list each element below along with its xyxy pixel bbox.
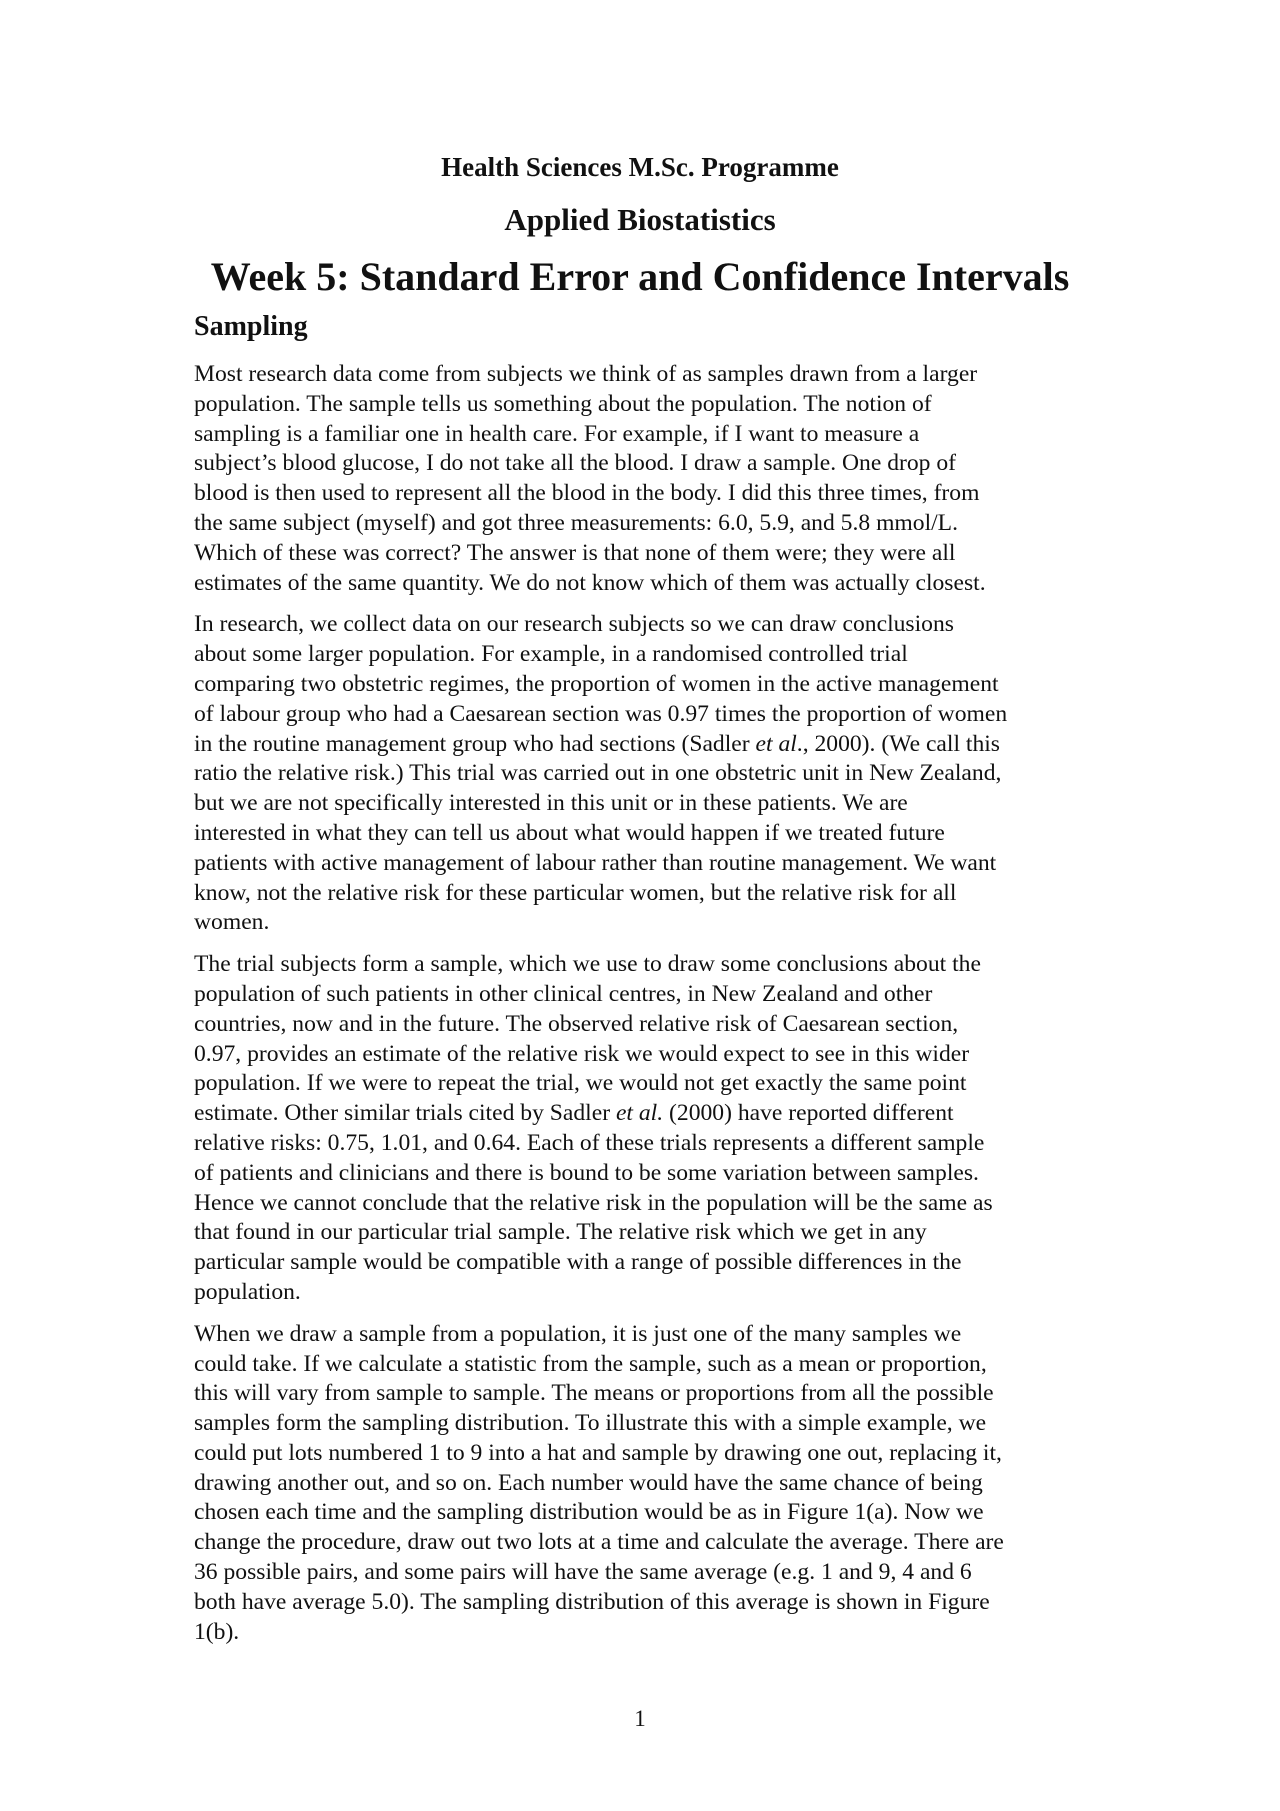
text-line bbox=[194, 479, 1094, 509]
text-segment: about some larger population. For example, in a randomised controlled trial bbox=[194, 641, 908, 668]
text-segment: blood is then used to represent all the blood in the body. I did this three times, from bbox=[194, 480, 980, 507]
italic-text: et al. bbox=[615, 1100, 664, 1127]
text-segment: When we draw a sample from a population, it is just one of the many samples we bbox=[194, 1320, 962, 1347]
text-segment: ratio the relative risk.) This trial was carried out in one obstetric unit in New Zealand, bbox=[194, 760, 1002, 787]
text-segment: the same subject (myself) and got three measurements: 6.0, 5.9, and 5.8 mmol/L. bbox=[194, 509, 958, 536]
text-line bbox=[194, 1439, 1094, 1469]
text-segment: comparing two obstetric regimes, the proportion of women in the active management bbox=[194, 670, 999, 697]
text-segment: patients with active management of labour rather than routine management. We want bbox=[194, 849, 997, 876]
text-segment: Most research data come from subjects we think of as samples drawn from a larger bbox=[194, 361, 978, 387]
text-line bbox=[194, 950, 1094, 980]
text-segment: sampling is a familiar one in health care. For example, if I want to measure a bbox=[194, 420, 920, 447]
text-segment: this will vary from sample to sample. The means or proportions from all the possible bbox=[194, 1380, 994, 1407]
paragraph bbox=[194, 950, 1094, 1308]
paragraph bbox=[194, 360, 1094, 598]
text-line bbox=[194, 1469, 1094, 1499]
text-segment: 1(b). bbox=[194, 1618, 240, 1645]
text-segment: Which of these was correct? The answer is that none of them were; they were all bbox=[194, 539, 956, 566]
text-line bbox=[194, 390, 1094, 420]
text-line bbox=[194, 849, 1094, 879]
text-line bbox=[194, 1218, 1094, 1248]
text-segment: population of such patients in other clinical centres, in New Zealand and other bbox=[194, 980, 933, 1007]
text-line bbox=[194, 759, 1094, 789]
text-line bbox=[194, 789, 1094, 819]
text-segment: Hence we cannot conclude that the relative risk in the population will be the same as bbox=[194, 1189, 993, 1216]
text-line bbox=[194, 879, 1094, 909]
text-line bbox=[194, 1099, 1094, 1129]
text-segment: interested in what they can tell us about what would happen if we treated future bbox=[194, 819, 945, 846]
paragraph bbox=[194, 1320, 1094, 1648]
text-segment: of patients and clinicians and there is bound to be some variation between samples. bbox=[194, 1159, 979, 1186]
text-segment: population. The sample tells us something about the population. The notion of bbox=[194, 390, 932, 417]
text-line bbox=[194, 539, 1094, 569]
text-line bbox=[194, 1278, 1094, 1308]
text-segment: chosen each time and the sampling distribution would be as in Figure 1(a). Now we bbox=[194, 1499, 984, 1526]
italic-text: et al bbox=[755, 730, 797, 757]
text-segment: samples form the sampling distribution. To illustrate this with a simple example, we bbox=[194, 1410, 987, 1437]
text-line bbox=[194, 819, 1094, 849]
text-line bbox=[194, 670, 1094, 700]
text-segment: that found in our particular trial sample. The relative risk which we get in any bbox=[194, 1219, 927, 1246]
text-line bbox=[194, 449, 1094, 479]
text-segment: particular sample would be compatible with a range of possible differences in the bbox=[194, 1249, 962, 1276]
text-line bbox=[194, 1498, 1094, 1528]
text-line bbox=[194, 1618, 1094, 1648]
text-line bbox=[194, 1379, 1094, 1409]
programme-heading: Health Sciences M.Sc. Programme bbox=[441, 152, 839, 182]
text-segment: In research, we collect data on our research subjects so we can draw conclusions bbox=[194, 611, 954, 638]
text-segment: (2000) have reported different bbox=[663, 1100, 954, 1127]
text-line bbox=[194, 1248, 1094, 1278]
text-segment: but we are not specifically interested in this unit or in these patients. We are bbox=[194, 790, 908, 817]
text-segment: population. bbox=[194, 1278, 301, 1305]
page-number: 1 bbox=[634, 1706, 646, 1731]
text-line bbox=[194, 1558, 1094, 1588]
text-segment: of labour group who had a Caesarean section was 0.97 times the proportion of women bbox=[194, 700, 1008, 727]
body-text bbox=[194, 360, 1094, 1659]
text-segment: 36 possible pairs, and some pairs will have the same average (e.g. 1 and 9, 4 and 6 bbox=[194, 1559, 972, 1586]
text-line bbox=[194, 509, 1094, 539]
text-line bbox=[194, 1409, 1094, 1439]
text-line bbox=[194, 640, 1094, 670]
text-segment: relative risks: 0.75, 1.01, and 0.64. Each of these trials represents a different sample bbox=[194, 1129, 985, 1156]
text-line bbox=[194, 1040, 1094, 1070]
text-segment: estimate. Other similar trials cited by Sadler bbox=[194, 1100, 616, 1127]
text-line bbox=[194, 610, 1094, 640]
paragraph bbox=[194, 610, 1094, 938]
text-segment: could put lots numbered 1 to 9 into a hat and sample by drawing one out, replacing it, bbox=[194, 1439, 1002, 1466]
text-segment: know, not the relative risk for these particular women, but the relative risk for all bbox=[194, 879, 957, 906]
text-line bbox=[194, 1350, 1094, 1380]
text-line bbox=[194, 1189, 1094, 1219]
text-line bbox=[194, 1010, 1094, 1040]
text-segment: both have average 5.0). The sampling distribution of this average is shown in Figure bbox=[194, 1588, 990, 1615]
text-line bbox=[194, 360, 1094, 390]
text-segment: ., 2000). (We call this bbox=[796, 730, 1000, 757]
text-segment: 0.97, provides an estimate of the relative risk we would expect to see in this wider bbox=[194, 1040, 970, 1067]
course-heading: Applied Biostatistics bbox=[504, 202, 776, 237]
text-line bbox=[194, 420, 1094, 450]
text-line bbox=[194, 569, 1094, 599]
text-segment: change the procedure, draw out two lots at a time and calculate the average. There are bbox=[194, 1529, 1004, 1556]
text-line bbox=[194, 1129, 1094, 1159]
text-line bbox=[194, 730, 1094, 760]
text-segment: drawing another out, and so on. Each number would have the same chance of being bbox=[194, 1469, 983, 1496]
text-segment: The trial subjects form a sample, which we use to draw some conclusions about the bbox=[194, 951, 981, 978]
text-segment: estimates of the same quantity. We do not know which of them was actually closest. bbox=[194, 569, 986, 596]
text-segment: could take. If we calculate a statistic from the sample, such as a mean or proportion, bbox=[194, 1350, 987, 1377]
text-line bbox=[194, 1588, 1094, 1618]
text-segment: population. If we were to repeat the trial, we would not get exactly the same point bbox=[194, 1070, 967, 1097]
text-line bbox=[194, 1159, 1094, 1189]
text-line bbox=[194, 1069, 1094, 1099]
text-line bbox=[194, 700, 1094, 730]
text-line bbox=[194, 980, 1094, 1010]
text-line bbox=[194, 1528, 1094, 1558]
text-segment: subject’s blood glucose, I do not take all the blood. I draw a sample. One drop of bbox=[194, 450, 957, 477]
page-title: Week 5: Standard Error and Confidence Intervals bbox=[210, 254, 1070, 299]
text-segment: women. bbox=[194, 909, 270, 936]
text-segment: in the routine management group who had sections (Sadler bbox=[194, 730, 756, 757]
text-line bbox=[194, 1320, 1094, 1350]
text-segment: countries, now and in the future. The observed relative risk of Caesarean section, bbox=[194, 1010, 959, 1037]
text-line bbox=[194, 908, 1094, 938]
section-heading: Sampling bbox=[194, 311, 308, 342]
